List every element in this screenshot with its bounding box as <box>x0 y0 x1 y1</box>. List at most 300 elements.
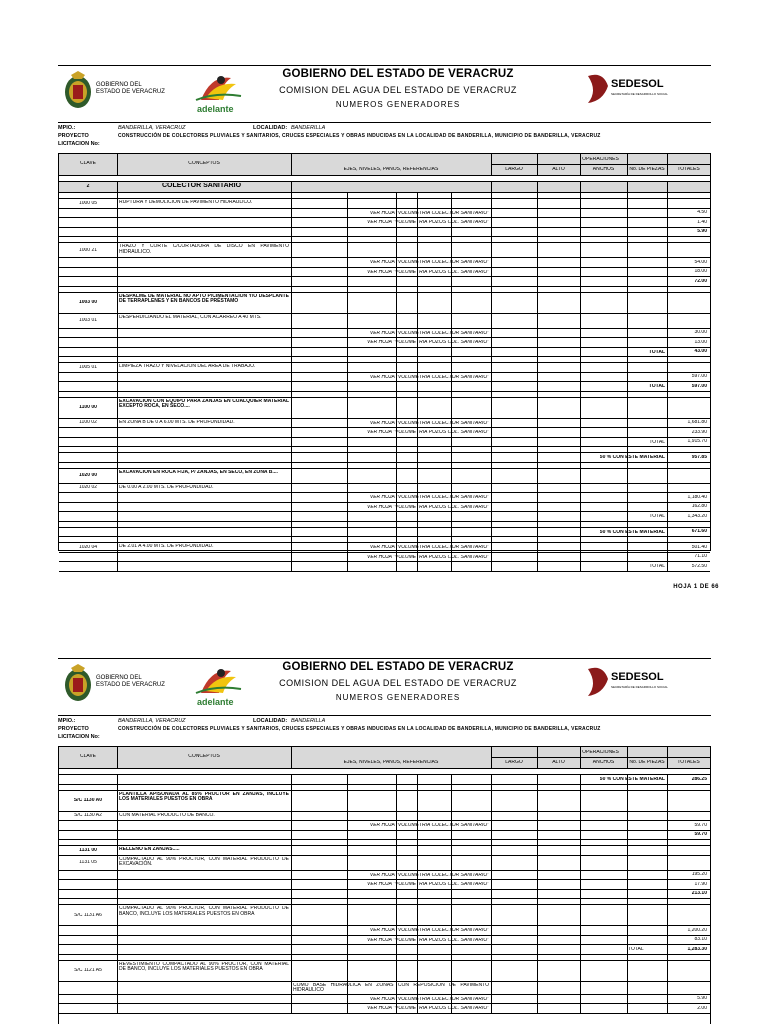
page2-row <box>59 961 710 982</box>
col-divider <box>291 537 292 542</box>
row-concepto: DE 2.01 A 4.00 MTS. DE PROFUNDIDAD. <box>119 544 214 549</box>
page1-row <box>59 363 710 373</box>
col-divider <box>627 553 628 562</box>
col-divider <box>451 199 452 208</box>
row-total-value: 286.25 <box>691 776 707 782</box>
col-divider <box>580 831 581 840</box>
col-divider <box>580 936 581 945</box>
col-divider <box>491 463 492 468</box>
col-divider <box>627 522 628 527</box>
col-divider <box>537 899 538 904</box>
page1-row <box>59 484 710 494</box>
row-total-label: 50 % CON ESTE MATERIAL <box>599 777 665 782</box>
col-divider <box>451 348 452 357</box>
row-total-label: TOTAL <box>628 947 644 952</box>
mpio-label: MPIO.: <box>58 125 76 131</box>
sedesol-logo-icon <box>583 71 673 106</box>
page2-row <box>59 945 710 955</box>
row-total-label: TOTAL <box>649 439 665 445</box>
col-divider <box>117 562 118 571</box>
col-divider <box>117 856 118 870</box>
col-divider <box>291 382 292 391</box>
row-referencia: VER HOJA "VOLUMETRIA COLECTOR SANITARIO" <box>369 823 489 828</box>
col-divider <box>396 899 397 904</box>
col-divider <box>291 199 292 208</box>
col-divider <box>627 447 628 452</box>
col-divider <box>627 871 628 880</box>
col-divider <box>627 329 628 338</box>
row-total-label: TOTAL <box>649 514 665 519</box>
col-anchos: ANCHOS <box>592 167 615 172</box>
page1-row <box>59 243 710 258</box>
col-divider <box>627 293 628 313</box>
col-divider <box>627 419 628 428</box>
col-divider <box>417 438 418 447</box>
col-divider <box>291 237 292 242</box>
mpio-value: BANDERILLA, VERACRUZ <box>118 125 186 131</box>
col-divider <box>117 277 118 286</box>
col-divider <box>347 522 348 527</box>
col-divider <box>537 218 538 227</box>
col-divider <box>291 453 292 462</box>
col-divider <box>580 199 581 208</box>
row-total-value: 54.00 <box>694 259 707 265</box>
col-divider <box>117 945 118 954</box>
col-divider <box>291 243 292 257</box>
col-divider <box>491 287 492 292</box>
col-divider <box>417 955 418 960</box>
col-divider <box>396 528 397 537</box>
col-divider <box>491 528 492 537</box>
col-divider <box>537 846 538 855</box>
col-divider <box>291 469 292 483</box>
col-divider <box>580 926 581 935</box>
col-divider <box>451 243 452 257</box>
col-divider <box>417 293 418 313</box>
col-divider <box>417 945 418 954</box>
col-divider <box>417 453 418 462</box>
adelante-text: adelante <box>197 697 234 707</box>
row-total-value: 71.10 <box>694 554 707 560</box>
col-divider <box>537 314 538 328</box>
col-divider <box>491 209 492 218</box>
localidad-value: BANDERILLA <box>291 718 326 724</box>
col-divider <box>580 338 581 347</box>
col-divider <box>417 785 418 790</box>
col-divider <box>451 945 452 954</box>
col-divider <box>627 936 628 945</box>
col-divider <box>627 543 628 552</box>
col-divider <box>396 775 397 784</box>
col-divider <box>491 357 492 362</box>
page1-row <box>59 329 710 339</box>
col-divider <box>117 258 118 267</box>
col-divider <box>291 856 292 870</box>
col-divider <box>291 831 292 840</box>
page1-row <box>59 543 710 553</box>
row-clave: S/C 1131 A6 <box>74 912 102 918</box>
col-divider <box>627 277 628 286</box>
col-divider <box>451 512 452 521</box>
col-divider <box>537 926 538 935</box>
table-header <box>59 747 710 769</box>
col-divider <box>491 955 492 960</box>
row-total-value: 162.80 <box>691 504 707 510</box>
row-total-value: 59.70 <box>694 822 707 828</box>
row-referencia: VER HOJA "VOLUMETRIA POZOS COL. SANITARIO" <box>367 882 489 887</box>
col-divider <box>580 785 581 790</box>
col-divider <box>396 382 397 391</box>
col-divider <box>667 287 668 292</box>
col-divider <box>667 537 668 542</box>
col-divider <box>117 268 118 277</box>
col-divider <box>451 522 452 527</box>
col-divider <box>580 553 581 562</box>
col-divider <box>451 899 452 904</box>
page2-row <box>59 926 710 936</box>
col-divider <box>117 512 118 521</box>
row-referencia: VER HOJA "VOLUMETRIA POZOS COL. SANITARIO" <box>367 1006 489 1011</box>
col-divider <box>417 348 418 357</box>
col-divider <box>491 775 492 784</box>
col-divider <box>347 447 348 452</box>
col-divider <box>537 228 538 237</box>
col-divider <box>491 936 492 945</box>
col-divider <box>117 218 118 227</box>
col-divider <box>396 522 397 527</box>
col-divider <box>667 982 668 994</box>
page1-row <box>59 277 710 287</box>
col-divider <box>667 237 668 242</box>
col-divider <box>537 871 538 880</box>
veracruz-seal-icon <box>63 664 93 704</box>
row-referencia: VER HOJA "VOLUMETRIA COLECTOR SANITARIO" <box>369 872 489 878</box>
col-divider <box>491 419 492 428</box>
col-divider <box>580 228 581 237</box>
row-total-value: 1.40 <box>697 219 707 225</box>
col-clave: CLAVE <box>79 754 97 759</box>
col-divider <box>291 228 292 237</box>
page2-row <box>59 1004 710 1014</box>
page1-row <box>59 373 710 383</box>
col-divider <box>491 469 492 483</box>
col-divider <box>347 398 348 418</box>
row-total-value: 17.90 <box>694 881 707 887</box>
col-divider <box>117 363 118 372</box>
col-divider <box>451 905 452 925</box>
col-divider <box>667 243 668 257</box>
col-divider <box>627 856 628 870</box>
col-divider <box>117 373 118 382</box>
col-divider <box>580 961 581 981</box>
col-divider <box>451 955 452 960</box>
row-total-value: 43.00 <box>694 349 707 355</box>
page1-row <box>59 562 710 572</box>
col-divider <box>580 398 581 418</box>
col-divider <box>537 982 538 994</box>
col-divider <box>537 258 538 267</box>
col-divider <box>396 357 397 362</box>
col-anchos: ANCHOS <box>592 760 615 765</box>
col-divider <box>117 484 118 493</box>
col-divider <box>537 831 538 840</box>
col-divider <box>667 905 668 925</box>
page2-row <box>59 821 710 831</box>
page1-row <box>59 493 710 503</box>
gov-label <box>96 82 165 96</box>
col-divider <box>396 392 397 397</box>
col-divider <box>667 392 668 397</box>
page2-row <box>59 905 710 926</box>
col-divider <box>347 812 348 821</box>
col-divider <box>627 812 628 821</box>
col-divider <box>451 463 452 468</box>
row-total-value: 957.85 <box>691 454 707 460</box>
row-total-value: 18.00 <box>694 269 707 275</box>
col-divider <box>451 382 452 391</box>
col-divider <box>627 961 628 981</box>
col-divider <box>537 791 538 811</box>
col-divider <box>667 955 668 960</box>
col-divider <box>291 905 292 925</box>
sedesol-sub-text: SECRETARÍA DE DESARROLLO SOCIAL <box>611 685 668 689</box>
col-divider <box>627 314 628 328</box>
page2-row <box>59 871 710 881</box>
col-divider <box>627 228 628 237</box>
page1-row <box>59 382 710 392</box>
col-divider <box>396 228 397 237</box>
row-clave: 1100 02 <box>79 420 97 426</box>
col-divider <box>491 537 492 542</box>
adelante-text: adelante <box>197 104 234 114</box>
col-divider <box>451 438 452 447</box>
col-divider <box>347 856 348 870</box>
col-divider <box>451 447 452 452</box>
proyecto-label: PROYECTO <box>58 726 89 732</box>
row-total-value: 1,200.20 <box>687 927 707 933</box>
col-divider <box>580 484 581 493</box>
col-divider <box>491 821 492 830</box>
col-divider <box>417 831 418 840</box>
col-divider <box>627 182 628 192</box>
localidad-value: BANDERILLA <box>291 125 326 131</box>
col-divider <box>117 775 118 784</box>
col-divider <box>491 338 492 347</box>
col-divider <box>580 243 581 257</box>
col-divider <box>291 955 292 960</box>
col-divider <box>580 899 581 904</box>
col-divider <box>347 791 348 811</box>
col-divider <box>347 199 348 208</box>
row-referencia: VER HOJA "VOLUMETRIA COLECTOR SANITARIO" <box>369 210 489 216</box>
col-divider <box>291 293 292 313</box>
col-divider <box>117 528 118 537</box>
col-divider <box>117 463 118 468</box>
col-divider <box>537 398 538 418</box>
sedesol-text: SEDESOL <box>611 78 664 90</box>
col-divider <box>537 363 538 372</box>
col-divider <box>627 955 628 960</box>
col-divider <box>417 791 418 811</box>
col-divider <box>537 553 538 562</box>
col-divider <box>627 821 628 830</box>
col-divider <box>580 543 581 552</box>
section-number: 2 <box>86 184 90 189</box>
col-divider <box>580 373 581 382</box>
page1-row <box>59 469 710 484</box>
col-divider <box>117 469 118 483</box>
col-divider <box>451 890 452 899</box>
col-divider <box>537 890 538 899</box>
col-divider <box>537 821 538 830</box>
col-divider <box>291 398 292 418</box>
col-divider <box>667 961 668 981</box>
col-operaciones: OPERACIONES <box>582 157 619 162</box>
col-divider <box>627 537 628 542</box>
col-divider <box>347 287 348 292</box>
col-divider <box>580 268 581 277</box>
col-divider <box>396 363 397 372</box>
col-divider <box>580 982 581 994</box>
col-divider <box>117 812 118 821</box>
col-divider <box>451 831 452 840</box>
col-divider <box>347 537 348 542</box>
col-divider <box>396 955 397 960</box>
col-divider <box>627 1004 628 1013</box>
col-divider <box>667 899 668 904</box>
col-divider <box>117 553 118 562</box>
page-footer: HOJA 1 DE 66 <box>673 584 719 590</box>
col-divider <box>417 840 418 845</box>
page1-row <box>59 512 710 522</box>
col-divider <box>347 363 348 372</box>
row-total-value: 597.00 <box>691 374 707 380</box>
col-divider <box>667 785 668 790</box>
row-total-value: 501.40 <box>691 544 707 550</box>
col-divider <box>417 463 418 468</box>
col-divider <box>347 890 348 899</box>
col-divider <box>627 785 628 790</box>
col-divider <box>627 846 628 855</box>
col-divider <box>451 775 452 784</box>
col-divider <box>627 268 628 277</box>
col-divider <box>537 785 538 790</box>
col-divider <box>537 880 538 889</box>
col-divider <box>396 905 397 925</box>
col-divider <box>291 812 292 821</box>
col-divider <box>347 831 348 840</box>
col-divider <box>627 982 628 994</box>
col-divider <box>347 840 348 845</box>
col-divider <box>417 357 418 362</box>
col-piezas: No. DE PIEZAS <box>629 167 665 172</box>
section-row <box>59 182 710 193</box>
page1-row <box>59 348 710 358</box>
col-divider <box>580 209 581 218</box>
col-divider <box>117 228 118 237</box>
col-divider <box>117 791 118 811</box>
page2-row <box>59 831 710 841</box>
col-divider <box>537 522 538 527</box>
col-divider <box>117 955 118 960</box>
col-divider <box>580 840 581 845</box>
row-clave: 1003 01 <box>78 318 98 323</box>
col-divider <box>580 856 581 870</box>
page2-row <box>59 890 710 900</box>
col-divider <box>451 961 452 981</box>
veracruz-seal-icon <box>63 71 93 111</box>
col-divider <box>417 512 418 521</box>
row-referencia: VER HOJA "VOLUMETRIA COLECTOR SANITARIO" <box>369 495 489 500</box>
col-divider <box>117 182 118 192</box>
col-divider <box>537 936 538 945</box>
row-concepto: EXCAVACION EN ROCA FIJA, P/ ZANJAS, EN SECO, EN ZONA B.... <box>119 469 278 475</box>
row-referencia: VER HOJA "VOLUMETRIA POZOS COL. SANITARIO" <box>367 937 489 943</box>
col-divider <box>491 293 492 313</box>
col-divider <box>491 228 492 237</box>
col-divider <box>396 831 397 840</box>
page-title: GOBIERNO DEL ESTADO DE VERACRUZ <box>282 661 514 673</box>
table-header <box>59 154 710 176</box>
licitacion-label: LICITACION No: <box>58 141 100 147</box>
col-divider <box>347 512 348 521</box>
col-divider <box>491 880 492 889</box>
col-divider <box>451 537 452 542</box>
col-divider <box>417 277 418 286</box>
col-divider <box>580 955 581 960</box>
col-divider <box>491 785 492 790</box>
row-concepto: EXCAVACION CON EQUIPO PARA ZANJAS EN CUALQUIER MATERIAL EXCEPTO ROCA, EN SECO.... <box>119 398 289 410</box>
col-divider <box>117 293 118 313</box>
mpio-value: BANDERILLA, VERACRUZ <box>118 718 186 724</box>
row-total-value: 1,343.20 <box>687 513 707 519</box>
col-divider <box>580 880 581 889</box>
col-divider <box>347 961 348 981</box>
col-divider <box>580 537 581 542</box>
col-divider <box>491 846 492 855</box>
page2-row <box>59 856 710 871</box>
row-total-value: 59.70 <box>694 832 707 838</box>
col-divider <box>491 398 492 418</box>
col-divider <box>627 357 628 362</box>
col-divider <box>667 293 668 313</box>
col-divider <box>491 447 492 452</box>
row-total-value: 671.60 <box>691 529 707 535</box>
col-divider <box>451 562 452 571</box>
col-divider <box>451 840 452 845</box>
row-referencia: VER HOJA "VOLUMETRIA COLECTOR SANITARIO" <box>369 420 489 426</box>
col-divider <box>580 905 581 925</box>
proyecto-value: CONSTRUCCIÓN DE COLECTORES PLUVIALES Y SANITARIOS, CRUCES ESPECIALES Y OBRAS INDUCIDAS EN LA LOCALIDAD DE BANDERILLA, MUNICIPIO DE BANDERILLA, VERACRUZ <box>118 133 601 139</box>
col-divider <box>117 537 118 542</box>
page1-row <box>59 528 710 538</box>
col-divider <box>347 228 348 237</box>
sedesol-sub-text: SECRETARÍA DE DESARROLLO SOCIAL <box>611 92 668 96</box>
row-total-value: 13.00 <box>694 339 707 345</box>
col-divider <box>396 961 397 981</box>
col-divider <box>537 463 538 468</box>
col-divider <box>580 363 581 372</box>
col-divider <box>667 182 668 192</box>
col-divider <box>537 543 538 552</box>
col-divider <box>491 218 492 227</box>
col-divider <box>537 1004 538 1013</box>
page1-row <box>59 398 710 419</box>
col-divider <box>537 447 538 452</box>
row-total-value: 1,283.30 <box>687 946 707 952</box>
col-divider <box>417 537 418 542</box>
col-divider <box>537 357 538 362</box>
